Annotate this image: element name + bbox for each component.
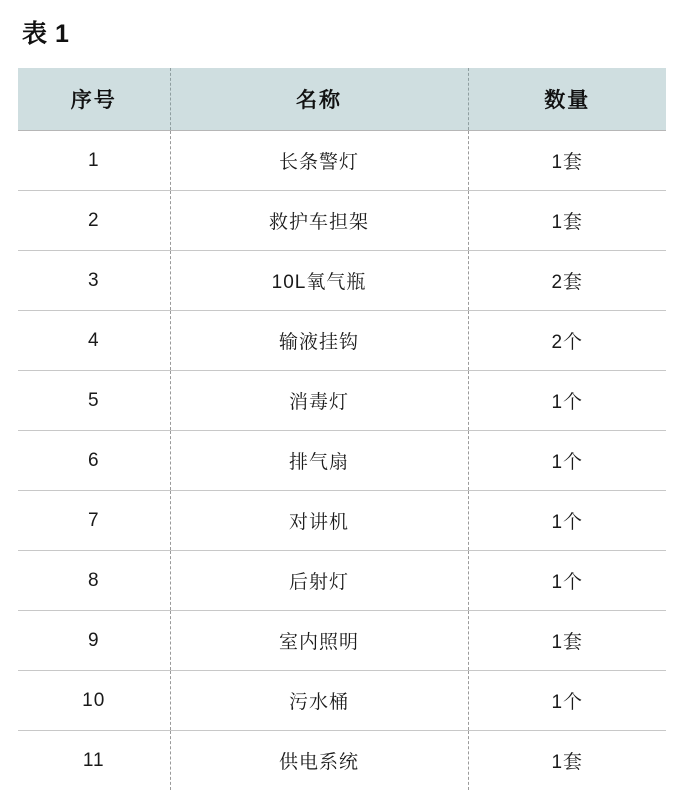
cell-quantity: 1个 [468,371,666,431]
cell-quantity: 1个 [468,551,666,611]
column-header-index: 序号 [18,68,170,131]
equipment-spec-table [18,68,666,790]
cell-index: 2 [18,191,170,251]
cell-quantity: 2套 [468,251,666,311]
column-header-name: 名称 [170,68,468,131]
table-row [18,671,666,731]
column-header-quantity: 数量 [468,68,666,131]
cell-index: 6 [18,431,170,491]
cell-index: 4 [18,311,170,371]
table-row [18,731,666,790]
table-row [18,431,666,491]
cell-quantity: 1套 [468,191,666,251]
cell-name: 输液挂钩 [170,311,468,371]
cell-name: 供电系统 [170,731,468,790]
table-row [18,191,666,251]
table-caption: 表 1 [22,14,666,50]
cell-name: 室内照明 [170,611,468,671]
cell-quantity: 1个 [468,431,666,491]
table-header [18,68,666,131]
cell-name: 污水桶 [170,671,468,731]
cell-quantity: 1套 [468,731,666,790]
table-header-row [18,68,666,131]
cell-index: 1 [18,131,170,191]
table-row [18,131,666,191]
cell-index: 7 [18,491,170,551]
table-row [18,371,666,431]
cell-name: 排气扇 [170,431,468,491]
cell-quantity: 1个 [468,491,666,551]
cell-index: 8 [18,551,170,611]
cell-quantity: 1套 [468,611,666,671]
cell-name: 10L氧气瓶 [170,251,468,311]
cell-name: 救护车担架 [170,191,468,251]
cell-quantity: 1套 [468,131,666,191]
cell-index: 9 [18,611,170,671]
cell-name: 对讲机 [170,491,468,551]
cell-name: 后射灯 [170,551,468,611]
cell-index: 5 [18,371,170,431]
table-row [18,251,666,311]
table-row [18,551,666,611]
cell-quantity: 2个 [468,311,666,371]
table-body [18,131,666,790]
cell-index: 11 [18,731,170,790]
table-row [18,491,666,551]
table-row [18,611,666,671]
table-row [18,311,666,371]
cell-index: 10 [18,671,170,731]
cell-quantity: 1个 [468,671,666,731]
cell-index: 3 [18,251,170,311]
cell-name: 消毒灯 [170,371,468,431]
cell-name: 长条警灯 [170,131,468,191]
